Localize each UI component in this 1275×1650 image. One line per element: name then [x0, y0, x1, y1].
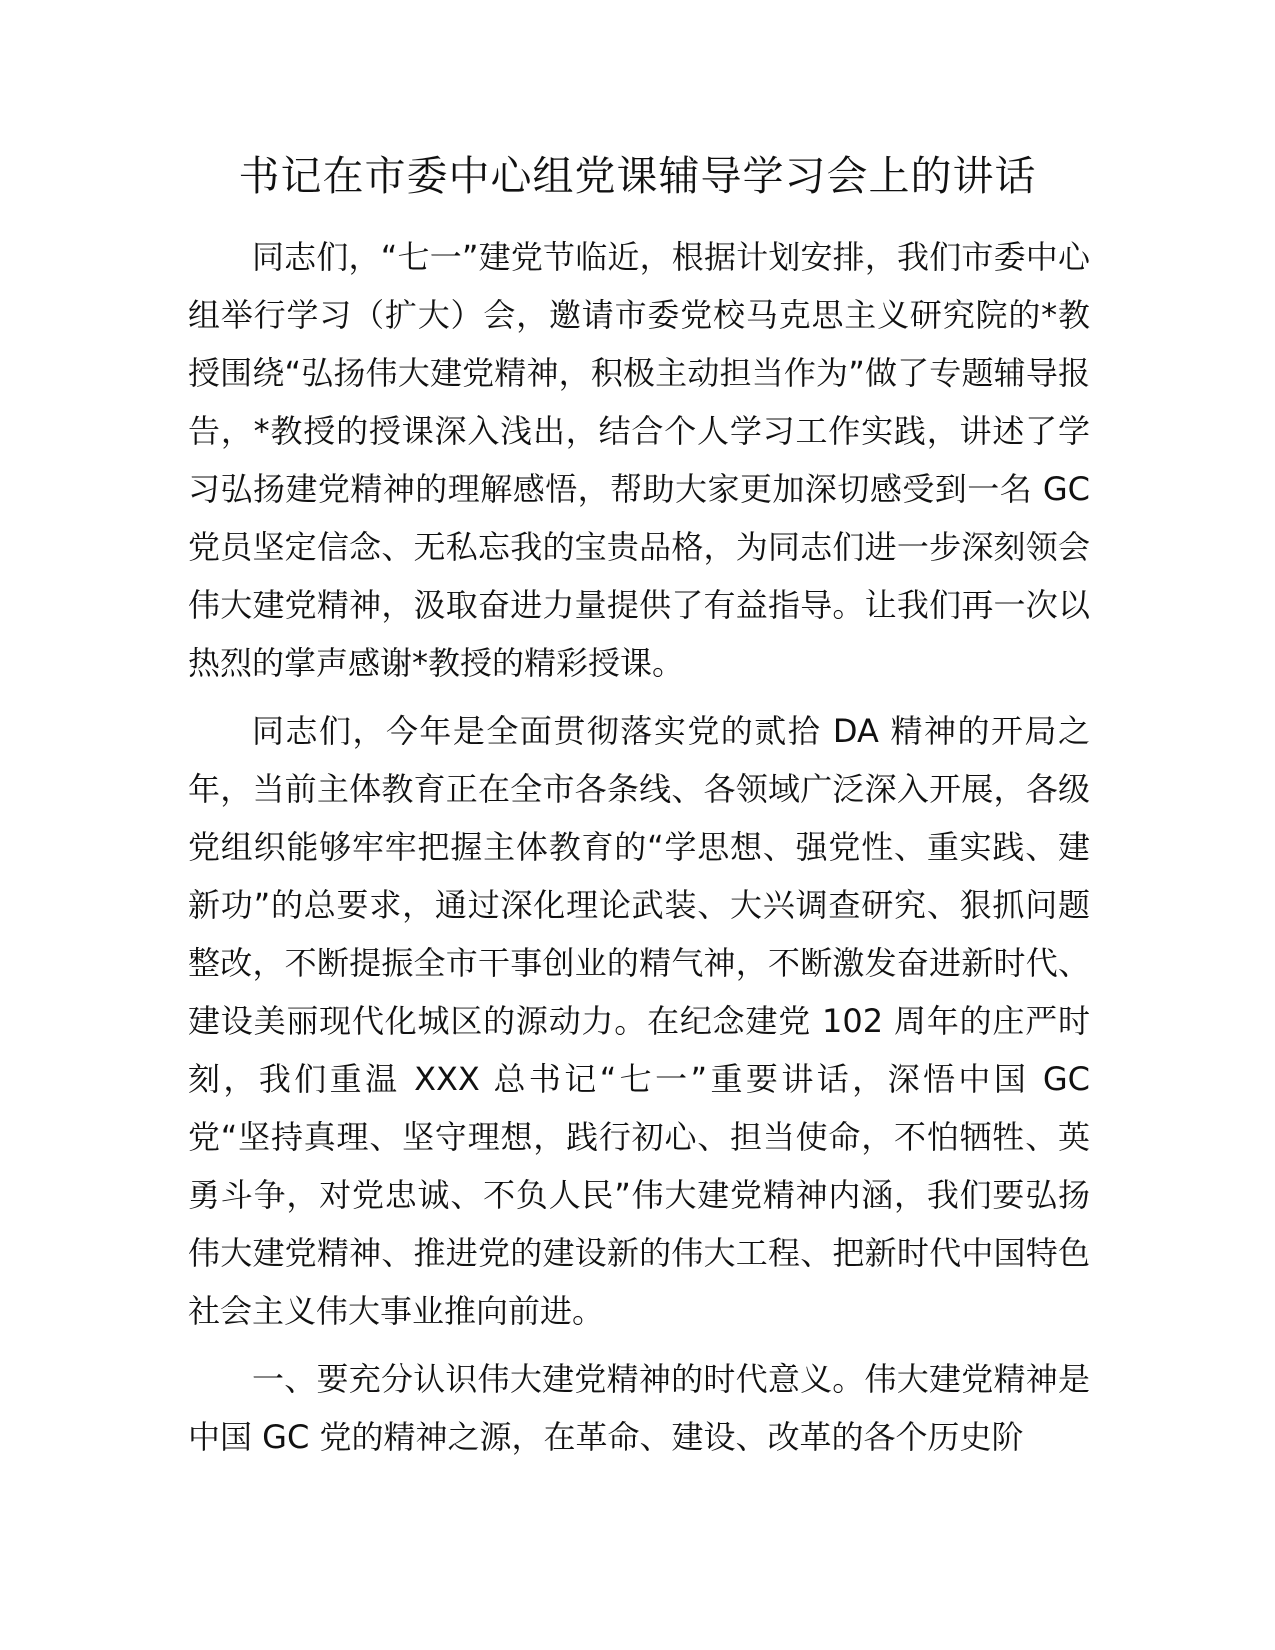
paragraph-1: 同志们，“七一”建党节临近，根据计划安排，我们市委中心组举行学习（扩大）会，邀请市委党校马克思主义研究院的*教授围绕“弘扬伟大建党精神，积极主动担当作为”做了专题辅导报告，*教授的授课深入浅出，结合个人学习工作实践，讲述了学习弘扬建党精神的理解感悟，帮助大家更加深切感受到一名 GC 党员坚定信念、无私忘我的宝贵品格，为同志们进一步深刻领会伟大建党精神，汲取奋进力量提供了有益指导。让我们再一次以热烈的掌声感谢*教授的精彩授课。 [188, 238, 1090, 682]
paragraph-3: 一、要充分认识伟大建党精神的时代意义。伟大建党精神是中国 GC 党的精神之源，在革命、建设、改革的各个历史阶 [188, 1360, 1090, 1456]
paragraph-2: 同志们，今年是全面贯彻落实党的贰拾 DA 精神的开局之年，当前主体教育正在全市各条线、各领域广泛深入开展，各级党组织能够牢牢把握主体教育的“学思想、强党性、重实践、建新功”的总要求，通过深化理论武装、大兴调查研究、狠抓问题整改，不断提振全市干事创业的精气神，不断激发奋进新时代、建设美丽现代化城区的源动力。在纪念建党 102 周年的庄严时刻，我们重温 XXX 总书记“七一”重要讲话，深悟中国 GC 党“坚持真理、坚守理想，践行初心、担当使命，不怕牺牲、英勇斗争，对党忠诚、不负人民”伟大建党精神内涵，我们要弘扬伟大建党精神、推进党的建设新的伟大工程、把新时代中国特色社会主义伟大事业推向前进。 [188, 712, 1090, 1330]
document-body [188, 228, 1090, 1476]
document-title: 书记在市委中心组党课辅导学习会上的讲话 [238, 152, 1037, 200]
